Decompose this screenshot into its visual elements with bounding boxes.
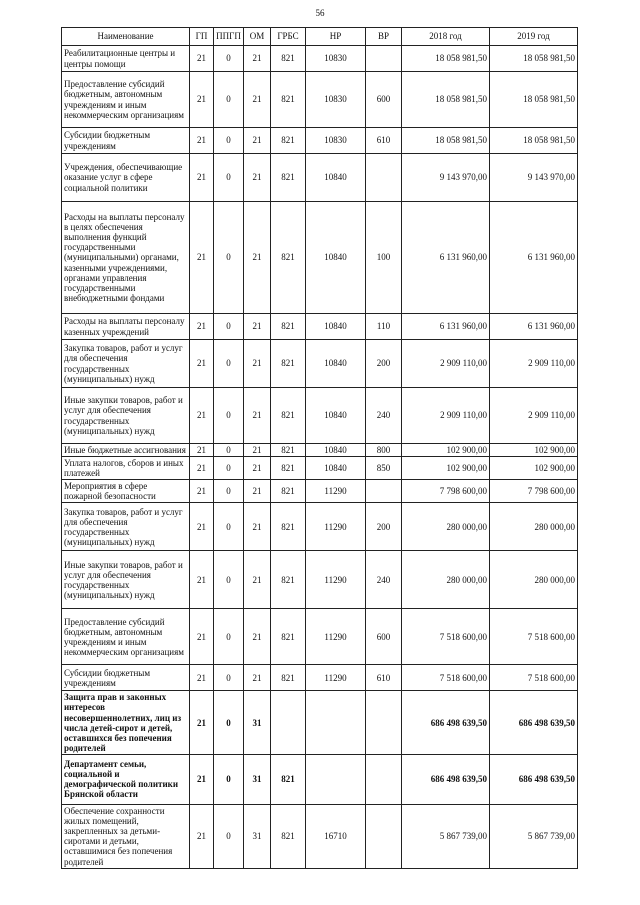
table-cell-grbs: 821 xyxy=(271,665,306,691)
table-cell-2018: 18 058 981,50 xyxy=(402,72,490,128)
table-cell-2019: 7 518 600,00 xyxy=(490,609,578,665)
table-cell-nr xyxy=(306,754,366,804)
table-cell-name: Закупка товаров, работ и услуг для обеспечения государственных (муниципальных) нужд xyxy=(62,340,190,388)
table-cell-grbs: 821 xyxy=(271,388,306,444)
table-cell-vr: 200 xyxy=(366,503,402,551)
table-cell-om: 21 xyxy=(244,388,271,444)
table-cell-nr: 10830 xyxy=(306,128,366,154)
table-cell-name: Закупка товаров, работ и услуг для обеспечения государственных (муниципальных) нужд xyxy=(62,503,190,551)
table-cell-vr: 100 xyxy=(366,202,402,314)
table-cell-ppgp: 0 xyxy=(214,128,244,154)
table-cell-nr: 10840 xyxy=(306,202,366,314)
table-cell-nr: 16710 xyxy=(306,804,366,868)
table-cell-2018: 686 498 639,50 xyxy=(402,691,490,754)
table-cell-grbs: 821 xyxy=(271,154,306,202)
table-cell-2018: 686 498 639,50 xyxy=(402,754,490,804)
table-cell-2019: 6 131 960,00 xyxy=(490,202,578,314)
table-cell-gp: 21 xyxy=(190,314,214,340)
table-row xyxy=(62,444,578,457)
table-cell-vr: 610 xyxy=(366,665,402,691)
table-cell-2018: 102 900,00 xyxy=(402,457,490,480)
table-cell-name: Иные бюджетные ассигнования xyxy=(62,444,190,457)
table-cell-vr xyxy=(366,691,402,754)
table-cell-nr: 11290 xyxy=(306,551,366,609)
table-cell-grbs: 821 xyxy=(271,46,306,72)
table-cell-2018: 18 058 981,50 xyxy=(402,128,490,154)
table-cell-2019: 102 900,00 xyxy=(490,457,578,480)
table-cell-2019: 9 143 970,00 xyxy=(490,154,578,202)
table-cell-om: 21 xyxy=(244,480,271,503)
table-cell-2019: 7 798 600,00 xyxy=(490,480,578,503)
table-cell-gp: 21 xyxy=(190,609,214,665)
header-om: ОМ xyxy=(244,28,271,46)
table-cell-ppgp: 0 xyxy=(214,551,244,609)
table-cell-om: 21 xyxy=(244,128,271,154)
table-row xyxy=(62,804,578,868)
table-cell-om: 21 xyxy=(244,340,271,388)
table-cell-om: 21 xyxy=(244,46,271,72)
table-cell-gp: 21 xyxy=(190,46,214,72)
table-cell-nr: 11290 xyxy=(306,665,366,691)
table-cell-2019: 2 909 110,00 xyxy=(490,388,578,444)
table-cell-name: Иные закупки товаров, работ и услуг для обеспечения государственных (муниципальных) нужд xyxy=(62,551,190,609)
table-cell-grbs: 821 xyxy=(271,340,306,388)
table-cell-2018: 6 131 960,00 xyxy=(402,202,490,314)
header-vr: ВР xyxy=(366,28,402,46)
table-cell-ppgp: 0 xyxy=(214,202,244,314)
table-cell-ppgp: 0 xyxy=(214,691,244,754)
table-cell-2018: 7 518 600,00 xyxy=(402,665,490,691)
header-ppgp: ППГП xyxy=(214,28,244,46)
table-row xyxy=(62,202,578,314)
table-cell-2019: 2 909 110,00 xyxy=(490,340,578,388)
table-cell-name: Расходы на выплаты персоналу казенных учреждений xyxy=(62,314,190,340)
table-cell-2019: 6 131 960,00 xyxy=(490,314,578,340)
table-cell-2018: 280 000,00 xyxy=(402,551,490,609)
header-grbs: ГРБС xyxy=(271,28,306,46)
table-cell-om: 21 xyxy=(244,444,271,457)
table-cell-vr: 240 xyxy=(366,551,402,609)
table-cell-name: Расходы на выплаты персоналу в целях обеспечения выполнения функций государственными (муниципальными) органами, казенными учреждениями, органами управления государственными внебюджетными фондами xyxy=(62,202,190,314)
table-cell-grbs: 821 xyxy=(271,457,306,480)
table-cell-vr xyxy=(366,754,402,804)
table-cell-2019: 5 867 739,00 xyxy=(490,804,578,868)
table-cell-2018: 102 900,00 xyxy=(402,444,490,457)
table-cell-name: Иные закупки товаров, работ и услуг для обеспечения государственных (муниципальных) нужд xyxy=(62,388,190,444)
table-row xyxy=(62,128,578,154)
table-row xyxy=(62,551,578,609)
table-cell-ppgp: 0 xyxy=(214,340,244,388)
table-cell-name: Предоставление субсидий бюджетным, автономным учреждениям и иным некоммерческим организациям xyxy=(62,609,190,665)
table-cell-om: 21 xyxy=(244,202,271,314)
table-cell-gp: 21 xyxy=(190,340,214,388)
table-cell-name: Уплата налогов, сборов и иных платежей xyxy=(62,457,190,480)
table-cell-ppgp: 0 xyxy=(214,754,244,804)
table-cell-ppgp: 0 xyxy=(214,444,244,457)
table-cell-nr: 10840 xyxy=(306,154,366,202)
table-cell-om: 21 xyxy=(244,503,271,551)
table-row xyxy=(62,154,578,202)
table-cell-nr: 10840 xyxy=(306,457,366,480)
table-cell-nr: 10840 xyxy=(306,314,366,340)
table-cell-nr xyxy=(306,691,366,754)
table-cell-name: Департамент семьи, социальной и демографической политики Брянской области xyxy=(62,754,190,804)
table-cell-vr xyxy=(366,154,402,202)
table-cell-om: 21 xyxy=(244,665,271,691)
table-cell-2018: 6 131 960,00 xyxy=(402,314,490,340)
table-row xyxy=(62,314,578,340)
table-cell-2019: 102 900,00 xyxy=(490,444,578,457)
table-cell-ppgp: 0 xyxy=(214,804,244,868)
table-cell-grbs: 821 xyxy=(271,503,306,551)
table-cell-ppgp: 0 xyxy=(214,72,244,128)
table-cell-gp: 21 xyxy=(190,804,214,868)
table-cell-om: 31 xyxy=(244,691,271,754)
table-cell-nr: 11290 xyxy=(306,609,366,665)
table-cell-2019: 18 058 981,50 xyxy=(490,46,578,72)
table-cell-om: 21 xyxy=(244,609,271,665)
table-cell-gp: 21 xyxy=(190,551,214,609)
table-cell-ppgp: 0 xyxy=(214,154,244,202)
table-cell-ppgp: 0 xyxy=(214,665,244,691)
table-cell-nr: 11290 xyxy=(306,503,366,551)
header-gp: ГП xyxy=(190,28,214,46)
table-cell-nr: 10840 xyxy=(306,388,366,444)
table-cell-nr: 10840 xyxy=(306,340,366,388)
page-number: 56 xyxy=(315,8,325,18)
table-cell-2019: 280 000,00 xyxy=(490,503,578,551)
header-2019: 2019 год xyxy=(490,28,578,46)
table-row xyxy=(62,388,578,444)
table-cell-om: 21 xyxy=(244,154,271,202)
table-cell-ppgp: 0 xyxy=(214,46,244,72)
table-cell-name: Учреждения, обеспечивающие оказание услуг в сфере социальной политики xyxy=(62,154,190,202)
table-cell-gp: 21 xyxy=(190,665,214,691)
table-cell-2019: 280 000,00 xyxy=(490,551,578,609)
table-cell-om: 21 xyxy=(244,551,271,609)
table-cell-vr xyxy=(366,46,402,72)
table-row xyxy=(62,480,578,503)
table-cell-gp: 21 xyxy=(190,202,214,314)
table-cell-vr: 610 xyxy=(366,128,402,154)
table-cell-name: Субсидии бюджетным учреждениям xyxy=(62,665,190,691)
table-cell-gp: 21 xyxy=(190,154,214,202)
table-cell-ppgp: 0 xyxy=(214,503,244,551)
table-cell-grbs: 821 xyxy=(271,444,306,457)
table-cell-ppgp: 0 xyxy=(214,457,244,480)
table-cell-gp: 21 xyxy=(190,388,214,444)
table-cell-ppgp: 0 xyxy=(214,388,244,444)
table-row xyxy=(62,340,578,388)
table-row xyxy=(62,609,578,665)
table-row xyxy=(62,665,578,691)
table-cell-vr: 600 xyxy=(366,609,402,665)
table-body xyxy=(62,46,578,869)
table-cell-nr: 11290 xyxy=(306,480,366,503)
table-cell-gp: 21 xyxy=(190,691,214,754)
table-cell-vr: 850 xyxy=(366,457,402,480)
table-cell-grbs: 821 xyxy=(271,314,306,340)
table-cell-2019: 686 498 639,50 xyxy=(490,754,578,804)
table-cell-om: 21 xyxy=(244,457,271,480)
table-cell-nr: 10830 xyxy=(306,72,366,128)
table-cell-name: Реабилитационные центры и центры помощи xyxy=(62,46,190,72)
table-cell-grbs: 821 xyxy=(271,72,306,128)
table-row xyxy=(62,72,578,128)
table-cell-grbs xyxy=(271,691,306,754)
table-row xyxy=(62,457,578,480)
table-cell-vr: 240 xyxy=(366,388,402,444)
table-cell-grbs: 821 xyxy=(271,128,306,154)
header-nr: НР xyxy=(306,28,366,46)
table-cell-om: 21 xyxy=(244,314,271,340)
table-cell-2018: 7 518 600,00 xyxy=(402,609,490,665)
table-cell-grbs: 821 xyxy=(271,609,306,665)
table-cell-gp: 21 xyxy=(190,754,214,804)
table-cell-om: 31 xyxy=(244,754,271,804)
table-cell-2018: 9 143 970,00 xyxy=(402,154,490,202)
table-cell-2018: 7 798 600,00 xyxy=(402,480,490,503)
table-cell-2019: 7 518 600,00 xyxy=(490,665,578,691)
table-header-row xyxy=(62,28,578,46)
table-cell-2019: 18 058 981,50 xyxy=(490,128,578,154)
table-cell-2018: 2 909 110,00 xyxy=(402,340,490,388)
table-cell-name: Защита прав и законных интересов несовершеннолетних, лиц из числа детей-сирот и детей, оставшихся без попечения родителей xyxy=(62,691,190,754)
table-cell-ppgp: 0 xyxy=(214,609,244,665)
table-cell-2018: 5 867 739,00 xyxy=(402,804,490,868)
table-cell-gp: 21 xyxy=(190,457,214,480)
table-cell-gp: 21 xyxy=(190,72,214,128)
table-row xyxy=(62,691,578,754)
table-cell-grbs: 821 xyxy=(271,804,306,868)
table-cell-vr xyxy=(366,480,402,503)
table-cell-gp: 21 xyxy=(190,480,214,503)
table-cell-2019: 686 498 639,50 xyxy=(490,691,578,754)
table-cell-vr: 200 xyxy=(366,340,402,388)
table-cell-2018: 2 909 110,00 xyxy=(402,388,490,444)
table-cell-nr: 10830 xyxy=(306,46,366,72)
table-row xyxy=(62,46,578,72)
table-cell-name: Обеспечение сохранности жилых помещений, закрепленных за детьми-сиротами и детьми, оставшимися без попечения родителей xyxy=(62,804,190,868)
table-cell-nr: 10840 xyxy=(306,444,366,457)
header-2018: 2018 год xyxy=(402,28,490,46)
table-cell-gp: 21 xyxy=(190,503,214,551)
table-row xyxy=(62,503,578,551)
table-cell-ppgp: 0 xyxy=(214,480,244,503)
budget-table xyxy=(61,27,578,869)
table-cell-grbs: 821 xyxy=(271,480,306,503)
table-cell-om: 21 xyxy=(244,72,271,128)
table-cell-gp: 21 xyxy=(190,444,214,457)
table-cell-name: Предоставление субсидий бюджетным, автономным учреждениям и иным некоммерческим организациям xyxy=(62,72,190,128)
table-cell-2018: 18 058 981,50 xyxy=(402,46,490,72)
table-cell-vr xyxy=(366,804,402,868)
table-cell-grbs: 821 xyxy=(271,551,306,609)
header-name: Наименование xyxy=(62,28,190,46)
table-cell-om: 31 xyxy=(244,804,271,868)
table-cell-2019: 18 058 981,50 xyxy=(490,72,578,128)
table-cell-name: Субсидии бюджетным учреждениям xyxy=(62,128,190,154)
table-cell-vr: 110 xyxy=(366,314,402,340)
table-cell-2018: 280 000,00 xyxy=(402,503,490,551)
table-cell-vr: 800 xyxy=(366,444,402,457)
table-cell-grbs: 821 xyxy=(271,754,306,804)
table-row xyxy=(62,754,578,804)
table-cell-gp: 21 xyxy=(190,128,214,154)
table-cell-grbs: 821 xyxy=(271,202,306,314)
table-cell-ppgp: 0 xyxy=(214,314,244,340)
table-cell-vr: 600 xyxy=(366,72,402,128)
table-cell-name: Мероприятия в сфере пожарной безопасности xyxy=(62,480,190,503)
